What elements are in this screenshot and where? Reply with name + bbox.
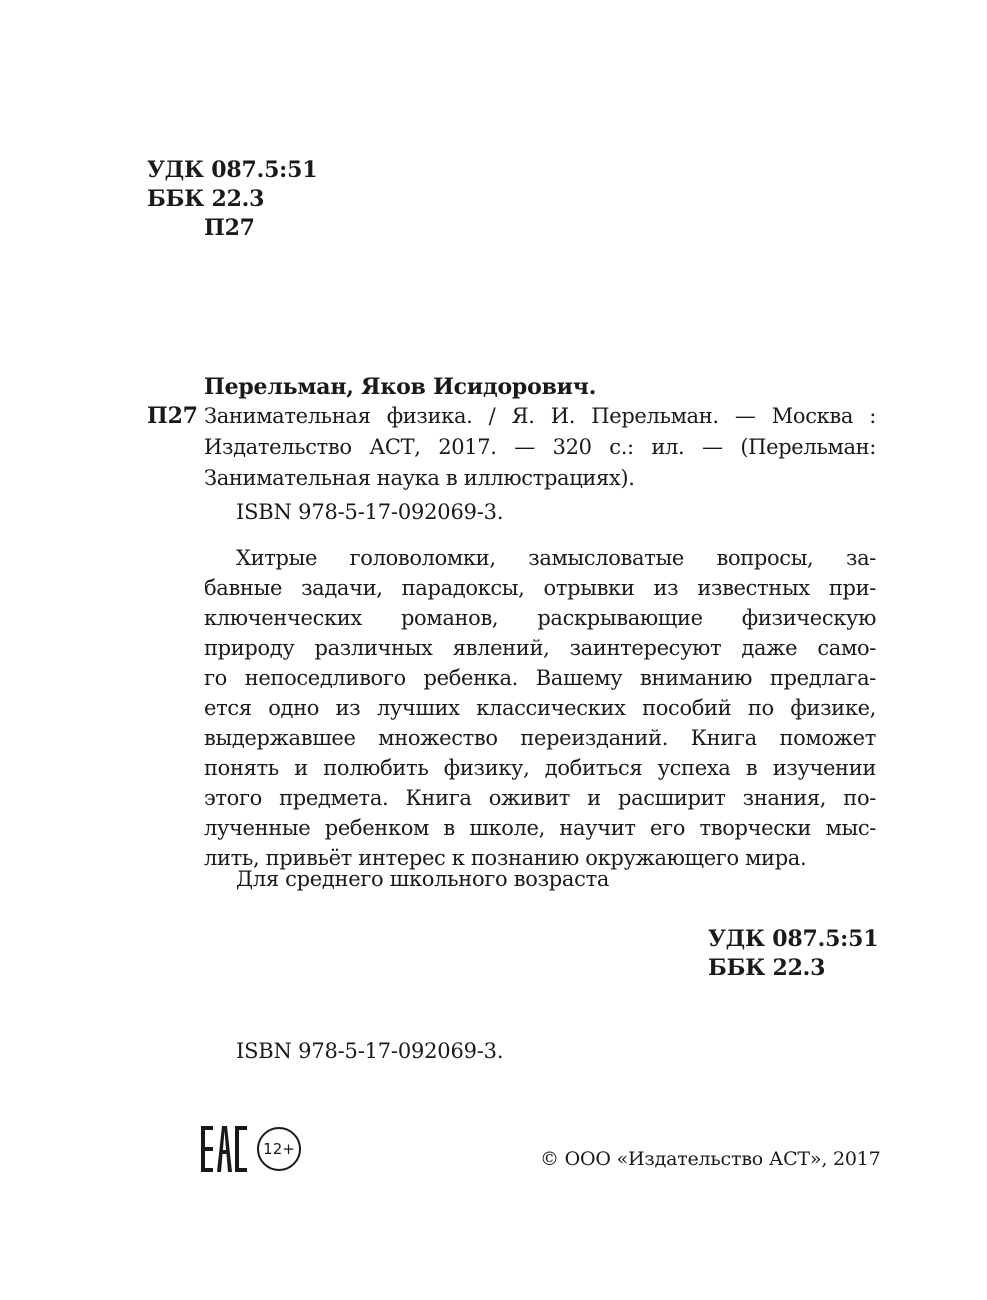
record-isbn: ISBN 978-5-17-092069-3. (236, 500, 504, 524)
header-author-code: П27 (204, 215, 255, 241)
annotation-line: выдержавшее множество переизданий. Книга поможет (204, 726, 876, 750)
footer-udk: УДК 087.5:51 (708, 926, 879, 952)
eac-logo-icon (201, 1126, 247, 1172)
annotation-line: понять и полюбить физику, добиться успеха в изучении (204, 756, 876, 780)
record-author: Перельман, Яков Исидорович. (204, 374, 597, 400)
age-rating-badge: 12+ (257, 1127, 301, 1171)
annotation-line: Хитрые головоломки, замысловатые вопросы, за- (236, 546, 876, 570)
record-side-code: П27 (147, 403, 198, 429)
annotation-line: бавные задачи, парадоксы, отрывки из известных при- (204, 576, 876, 600)
annotation-line: ключенческих романов, раскрывающие физическую (204, 606, 876, 630)
audience-note: Для среднего школьного возраста (236, 867, 610, 891)
record-description-line: Занимательная физика. / Я. И. Перельман. — Москва : (204, 404, 876, 428)
annotation-line: лить, привьёт интерес к познанию окружающего мира. (204, 846, 807, 870)
header-bbk: ББК 22.3 (147, 186, 265, 212)
annotation-line: ется одно из лучших классических пособий по физике, (204, 696, 876, 720)
header-udk: УДК 087.5:51 (147, 157, 318, 183)
record-description-line: Занимательная наука в иллюстрациях). (204, 466, 635, 490)
annotation-line: этого предмета. Книга оживит и расширит знания, по- (204, 786, 876, 810)
record-description (204, 401, 876, 494)
annotation-line: природу различных явлений, заинтересуют даже само- (204, 636, 876, 660)
copyright-notice: © ООО «Издательство АСТ», 2017 (540, 1148, 881, 1170)
annotation (204, 543, 876, 873)
footer-bbk: ББК 22.3 (708, 955, 826, 981)
footer-isbn: ISBN 978-5-17-092069-3. (236, 1039, 504, 1063)
annotation-line: го непоседливого ребенка. Вашему вниманию предлага- (204, 666, 876, 690)
record-description-line: Издательство АСТ, 2017. — 320 с.: ил. — (Перельман: (204, 435, 876, 459)
annotation-line: лученные ребенком в школе, научит его творчески мыс- (204, 816, 876, 840)
